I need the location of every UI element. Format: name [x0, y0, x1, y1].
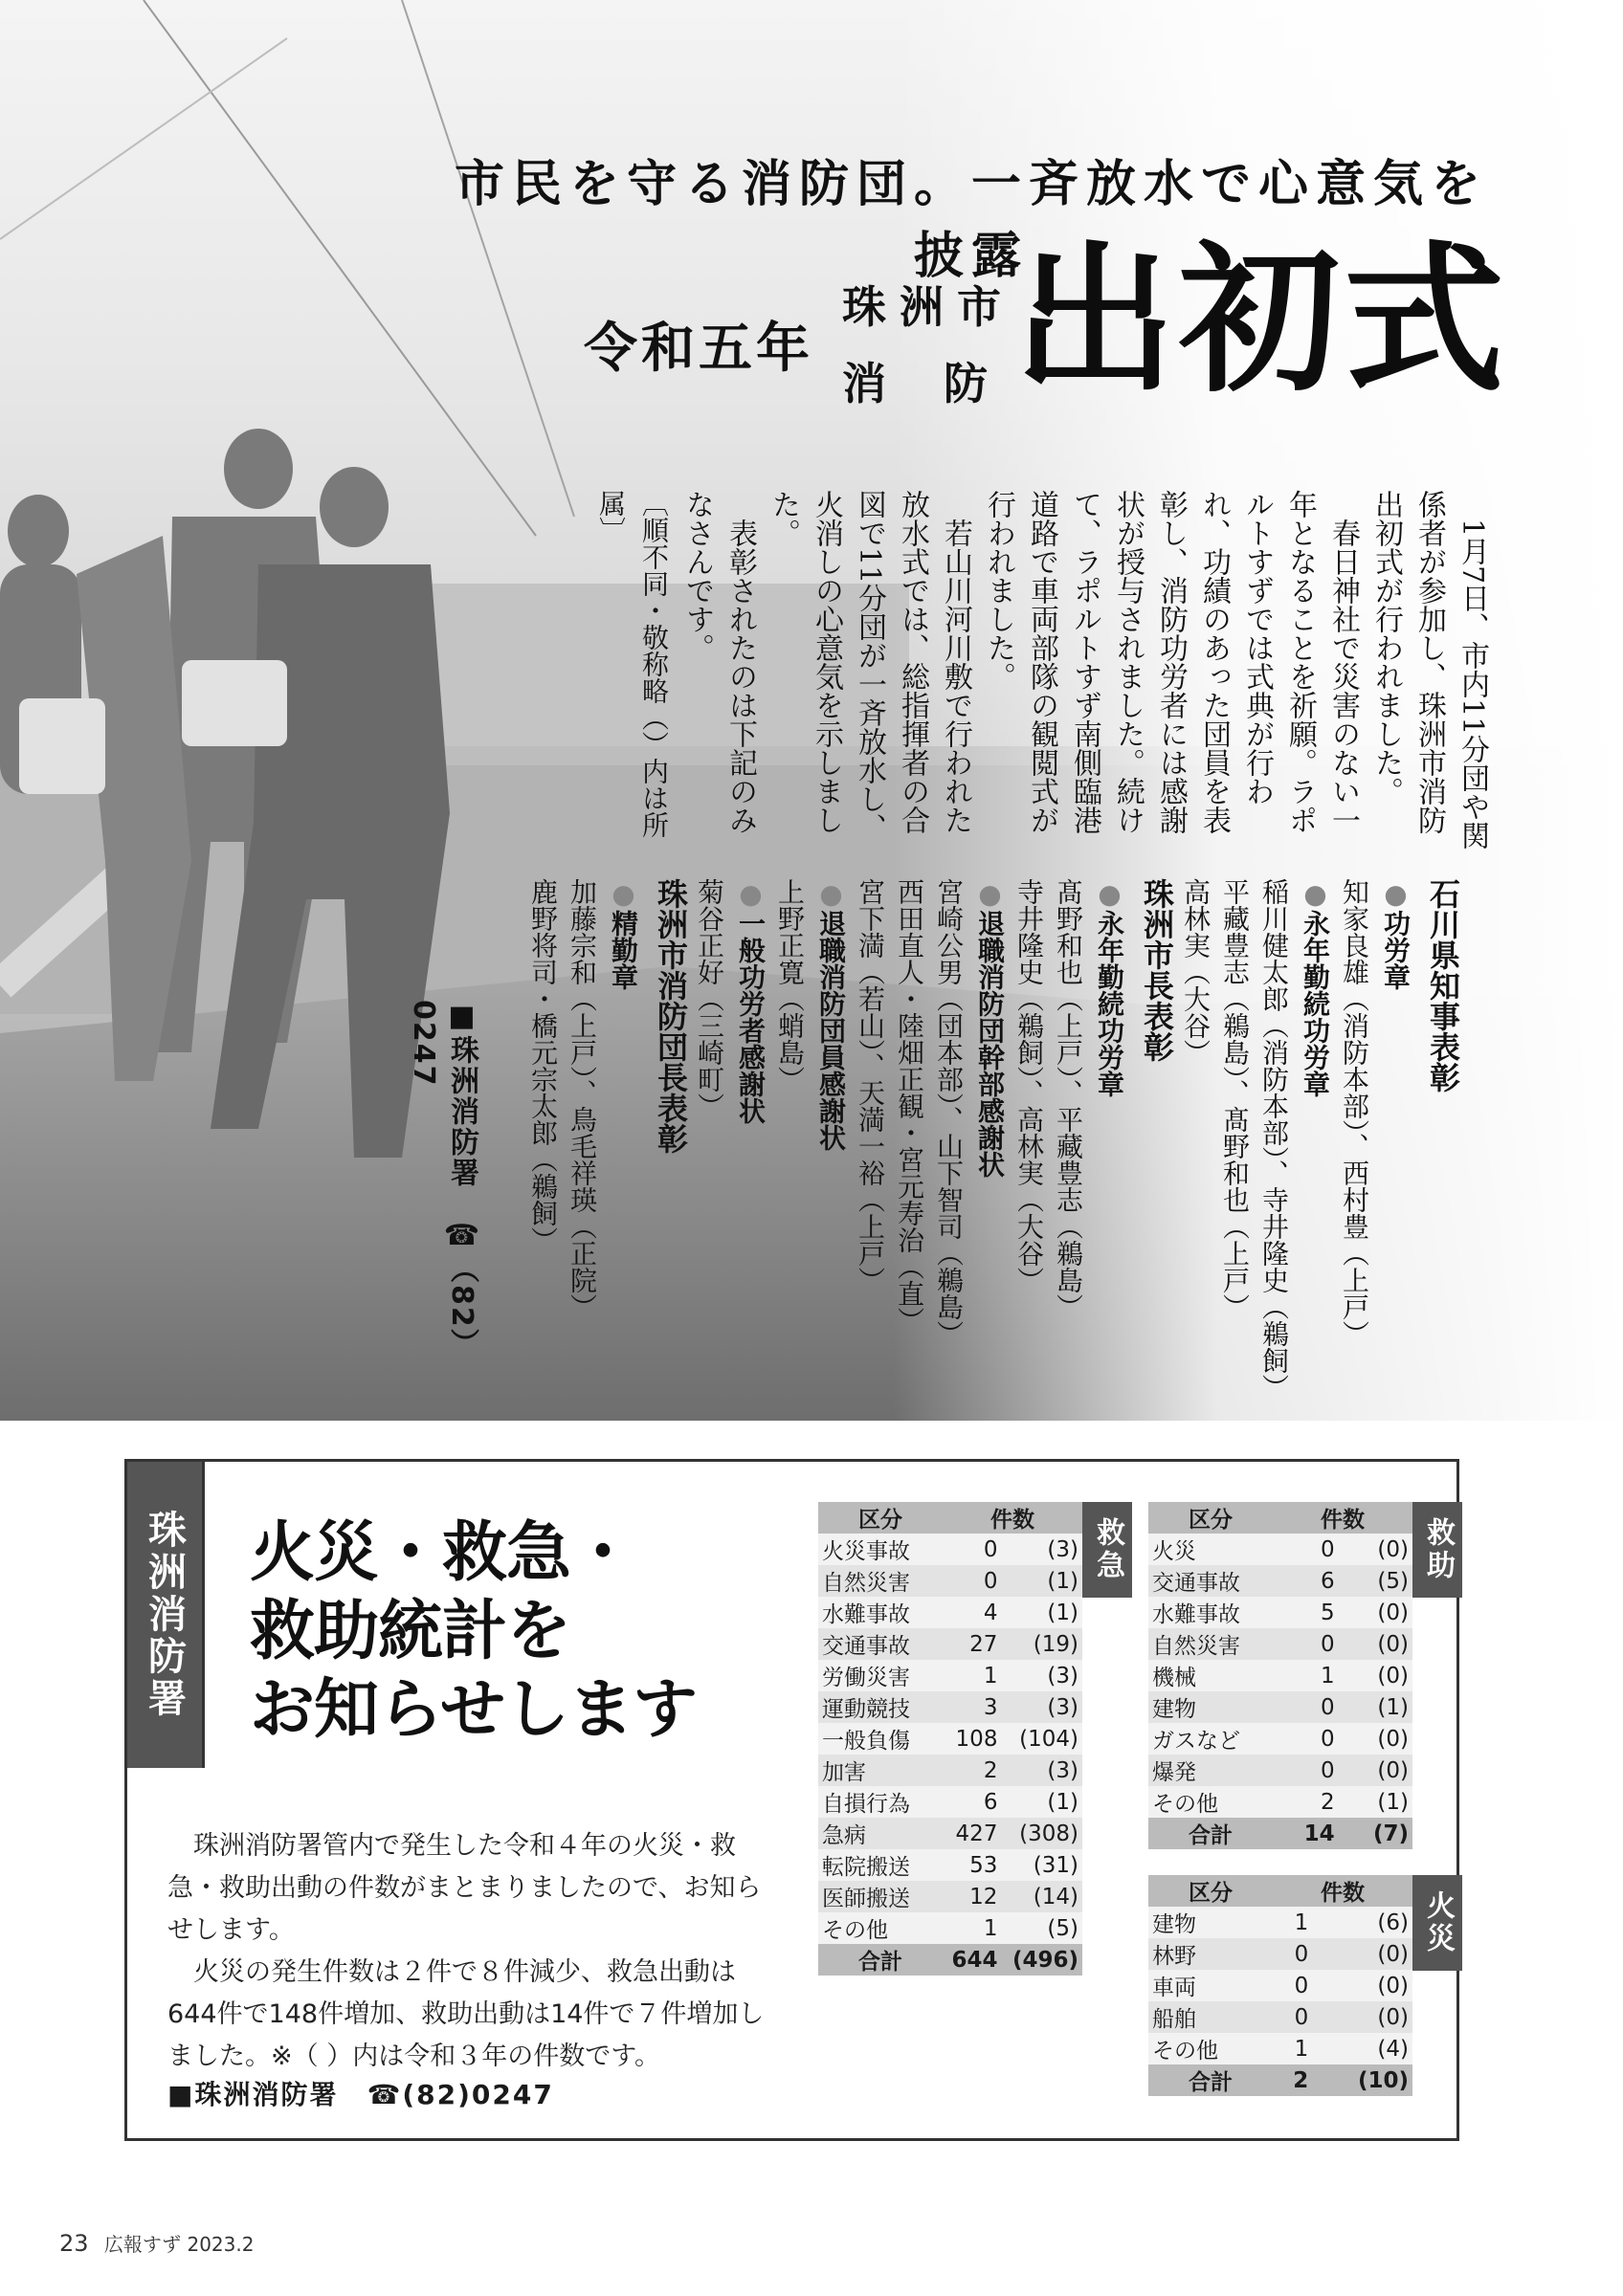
row-count: 0 [1273, 1755, 1339, 1786]
col-header-count: 件数 [943, 1502, 1082, 1534]
row-prev-count: (104) [1001, 1723, 1082, 1755]
table-row [1148, 1907, 1412, 1938]
col-header-category: 区分 [818, 1502, 943, 1534]
row-category: 機械 [1148, 1660, 1273, 1691]
table-row [1148, 1660, 1412, 1691]
row-category: 自損行為 [818, 1786, 943, 1818]
table-row [1148, 1565, 1412, 1597]
table-row [1148, 1628, 1412, 1660]
table-row [1148, 1534, 1412, 1565]
row-count: 1 [1273, 1907, 1312, 1938]
row-count: 0 [1273, 2001, 1312, 2033]
row-prev-count: (5) [1339, 1565, 1412, 1597]
row-category: 交通事故 [1148, 1565, 1273, 1597]
fire-table [1148, 1875, 1412, 2096]
row-count: 53 [943, 1849, 1001, 1881]
award-group-title: 珠洲市消防団長表彰 [653, 878, 689, 1154]
award-recipients: 知家良雄（消防本部）、西村豊（上戸） [1339, 878, 1370, 1347]
row-count: 4 [943, 1597, 1001, 1628]
tag-divider [202, 1462, 205, 1768]
award-category: ● 永年勤続功労章 [1296, 878, 1335, 1414]
table-row [1148, 2001, 1412, 2033]
row-prev-count: (1) [1339, 1786, 1412, 1818]
row-prev-count: (31) [1001, 1849, 1082, 1881]
award-group-title: 珠洲市長表彰 [1139, 878, 1175, 1062]
row-prev-count: (1) [1001, 1597, 1082, 1628]
row-count: 1 [943, 1912, 1001, 1944]
award-recipients: 髙野和也（上戸）、平藏豊志（鵜島） [1053, 878, 1084, 1320]
row-count: 12 [943, 1881, 1001, 1912]
table-row [818, 1534, 1082, 1565]
row-count: 27 [943, 1628, 1001, 1660]
row-prev-count: (1) [1339, 1691, 1412, 1723]
department-tag: 珠洲消防署 [127, 1462, 202, 1768]
row-category: 一般負傷 [818, 1723, 943, 1755]
table-row [818, 1755, 1082, 1786]
statistics-title-line: お知らせします [250, 1672, 697, 1748]
row-count: 6 [943, 1786, 1001, 1818]
table-row [818, 1849, 1082, 1881]
row-category: 建物 [1148, 1691, 1273, 1723]
award-recipients: 加藤宗和（上戸）、鳥毛祥瑛（正院） [567, 878, 598, 1320]
publication-name: 広報すず [103, 2233, 182, 2256]
award-group-title: 石川県知事表彰 [1425, 878, 1461, 1093]
table-row [1148, 1786, 1412, 1818]
row-category: 建物 [1148, 1907, 1273, 1938]
headline: 市民を守る消防団。一斉放水で心意気を披露 [454, 155, 1488, 285]
page-number: 23 [59, 2230, 89, 2257]
table-row [818, 1597, 1082, 1628]
statistics-title [250, 1514, 697, 1750]
total-count: 14 [1273, 1818, 1339, 1849]
article-contact: ■珠洲消防署 ☎（82）0247 [407, 1000, 478, 1359]
statistics-title-line: 火災・救急・ [250, 1515, 635, 1591]
award-recipients: 西田直人・陸畑正観・宮元寿治（直） [894, 878, 925, 1334]
row-category: 火災事故 [818, 1534, 943, 1565]
table-total-row [818, 1944, 1082, 1976]
page-footer [59, 2229, 254, 2257]
total-count: 644 [943, 1944, 1001, 1976]
awards-list [523, 878, 1462, 1414]
table-total-row [1148, 2064, 1412, 2096]
table-row [818, 1786, 1082, 1818]
article-body [589, 490, 1494, 853]
statistics-description [167, 1825, 780, 2078]
row-count: 0 [1273, 1970, 1312, 2001]
award-recipients: 稲川健太郎（消防本部）、寺井隆史（鵜飼） [1258, 878, 1290, 1401]
total-prev-count: (7) [1339, 1818, 1412, 1849]
row-count: 0 [1273, 1534, 1339, 1565]
row-prev-count: (0) [1339, 1755, 1412, 1786]
row-prev-count: (0) [1339, 1534, 1412, 1565]
row-category: 労働災害 [818, 1660, 943, 1691]
row-prev-count: (0) [1339, 1723, 1412, 1755]
row-prev-count: (5) [1001, 1912, 1082, 1944]
row-category: 医師搬送 [818, 1881, 943, 1912]
row-prev-count: (0) [1312, 1970, 1412, 2001]
award-recipients: 菊谷正好（三崎町） [694, 878, 725, 1119]
award-category: ● 功労章 [1376, 878, 1415, 1414]
row-prev-count: (1) [1001, 1786, 1082, 1818]
award-recipients: 高林実（大谷） [1180, 878, 1212, 1066]
emergency-table-label: 救急 [1082, 1502, 1132, 1598]
total-label: 合計 [1148, 2064, 1273, 2096]
row-prev-count: (3) [1001, 1660, 1082, 1691]
statistics-box [124, 1459, 1459, 2141]
total-prev-count: (496) [1001, 1944, 1082, 1976]
article-paragraph: 表彰されたのは下記のみなさんです。 [680, 490, 757, 834]
emergency-table [818, 1502, 1082, 1976]
award-recipients: 上野正寛（蛸島） [774, 878, 806, 1093]
row-category: 自然災害 [818, 1565, 943, 1597]
row-count: 1 [943, 1660, 1001, 1691]
row-category: 急病 [818, 1818, 943, 1849]
row-prev-count: (3) [1001, 1534, 1082, 1565]
article-paragraph: 若山川河川敷で行われた放水式では、総指揮者の合図で11分団が一斉放水し、火消しの心意気を示しました。 [767, 490, 972, 843]
row-category: 交通事故 [818, 1628, 943, 1660]
article-paragraph: 春日神社で災害のない一年となることを祈願。ラポルトすずでは式典が行われ、功績のあった団員を表彰し、消防功労者には感謝状が授与されました。続けて、ラポルトすず南側臨港道路で車両部隊の観閲式が行われました。 [982, 490, 1360, 834]
row-category: その他 [1148, 2033, 1273, 2064]
row-count: 0 [1273, 1723, 1339, 1755]
row-prev-count: (14) [1001, 1881, 1082, 1912]
award-category: ● 精勤章 [604, 878, 643, 1414]
award-category: ● 永年勤続功労章 [1090, 878, 1129, 1414]
award-category: ● 退職消防団員感謝状 [812, 878, 851, 1414]
row-prev-count: (0) [1312, 1938, 1412, 1970]
award-category: ● 一般功労者感謝状 [731, 878, 770, 1414]
row-category: 林野 [1148, 1938, 1273, 1970]
col-header-category: 区分 [1148, 1875, 1273, 1907]
organizer-line-1: 珠洲市 [842, 281, 1014, 333]
event-year: 令和五年 [584, 317, 813, 380]
row-category: ガスなど [1148, 1723, 1273, 1755]
table-total-row [1148, 1818, 1412, 1849]
row-prev-count: (4) [1312, 2033, 1412, 2064]
row-prev-count: (0) [1339, 1597, 1412, 1628]
table-row [1148, 2033, 1412, 2064]
row-prev-count: (3) [1001, 1755, 1082, 1786]
row-category: その他 [818, 1912, 943, 1944]
total-label: 合計 [1148, 1818, 1273, 1849]
statistics-title-line: 救助統計を [250, 1594, 571, 1669]
table-row [1148, 1938, 1412, 1970]
award-recipients: 宮下満（若山）、天満一裕（上戸） [855, 878, 886, 1293]
row-count: 2 [1273, 1786, 1339, 1818]
table-row [1148, 1970, 1412, 2001]
row-category: 水難事故 [818, 1597, 943, 1628]
row-count: 6 [1273, 1565, 1339, 1597]
award-recipients: 寺井隆史（鵜飼）、高林実（大谷） [1013, 878, 1045, 1293]
table-row [1148, 1597, 1412, 1628]
rescue-table [1148, 1502, 1412, 1849]
table-row [1148, 1691, 1412, 1723]
row-category: 船舶 [1148, 2001, 1273, 2033]
row-count: 5 [1273, 1597, 1339, 1628]
row-prev-count: (0) [1312, 2001, 1412, 2033]
page-title: 出初式 [1014, 225, 1508, 414]
row-count: 1 [1273, 1660, 1339, 1691]
row-prev-count: (1) [1001, 1565, 1082, 1597]
row-prev-count: (6) [1312, 1907, 1412, 1938]
award-recipients: 宮崎公男（団本部）、山下智司（鵜島） [933, 878, 965, 1347]
table-row [1148, 1755, 1412, 1786]
article-note: 〔順不同・敬称略（）内は所属〕 [595, 490, 670, 838]
row-prev-count: (0) [1339, 1660, 1412, 1691]
organizer-line-2: 消防 [842, 358, 1045, 409]
col-header-category: 区分 [1148, 1502, 1273, 1534]
article-paragraph: 1月7日、市内11分団や関係者が参加し、珠洲市消防出初式が行われました。 [1369, 490, 1489, 850]
row-count: 0 [1273, 1691, 1339, 1723]
row-category: 自然災害 [1148, 1628, 1273, 1660]
row-count: 0 [1273, 1938, 1312, 1970]
table-row [818, 1660, 1082, 1691]
row-category: 火災 [1148, 1534, 1273, 1565]
award-recipients: 平藏豊志（鵜島）、髙野和也（上戸） [1219, 878, 1251, 1320]
row-count: 1 [1273, 2033, 1312, 2064]
row-count: 0 [943, 1534, 1001, 1565]
statistics-paragraph: 珠洲消防署管内で発生した令和４年の火災・救急・救助出動の件数がまとまりましたので、お知らせします。 [167, 1831, 762, 1945]
statistics-paragraph: 火災の発生件数は２件で８件減少、救急出動は644件で148件増加、救助出動は14件で７件増加しました。※（ ）内は令和３年の件数です。 [167, 1957, 765, 2071]
award-recipients: 鹿野将司・橋元宗太郎（鵜飼） [527, 878, 559, 1253]
fire-table-label: 火災 [1412, 1875, 1462, 1971]
row-category: 加害 [818, 1755, 943, 1786]
row-category: 車両 [1148, 1970, 1273, 2001]
row-count: 2 [943, 1755, 1001, 1786]
table-row [818, 1628, 1082, 1660]
row-prev-count: (0) [1339, 1628, 1412, 1660]
row-category: 転院搬送 [818, 1849, 943, 1881]
table-row [818, 1565, 1082, 1597]
col-header-count: 件数 [1273, 1502, 1412, 1534]
row-prev-count: (19) [1001, 1628, 1082, 1660]
col-header-count: 件数 [1273, 1875, 1412, 1907]
rescue-table-label: 救助 [1412, 1502, 1462, 1598]
row-category: 爆発 [1148, 1755, 1273, 1786]
total-label: 合計 [818, 1944, 943, 1976]
table-row [818, 1881, 1082, 1912]
total-count: 2 [1273, 2064, 1312, 2096]
table-row [818, 1818, 1082, 1849]
issue-date: 2023.2 [187, 2233, 255, 2256]
table-row [818, 1691, 1082, 1723]
row-count: 3 [943, 1691, 1001, 1723]
row-category: 運動競技 [818, 1691, 943, 1723]
row-prev-count: (308) [1001, 1818, 1082, 1849]
row-count: 0 [943, 1565, 1001, 1597]
row-count: 0 [1273, 1628, 1339, 1660]
row-category: 水難事故 [1148, 1597, 1273, 1628]
row-prev-count: (3) [1001, 1691, 1082, 1723]
statistics-contact: ■珠洲消防署 ☎(82)0247 [167, 2079, 554, 2110]
table-row [818, 1723, 1082, 1755]
row-count: 108 [943, 1723, 1001, 1755]
table-row [1148, 1723, 1412, 1755]
table-row [818, 1912, 1082, 1944]
award-category: ● 退職消防団幹部感謝状 [970, 878, 1010, 1414]
row-count: 427 [943, 1818, 1001, 1849]
row-category: その他 [1148, 1786, 1273, 1818]
total-prev-count: (10) [1312, 2064, 1412, 2096]
